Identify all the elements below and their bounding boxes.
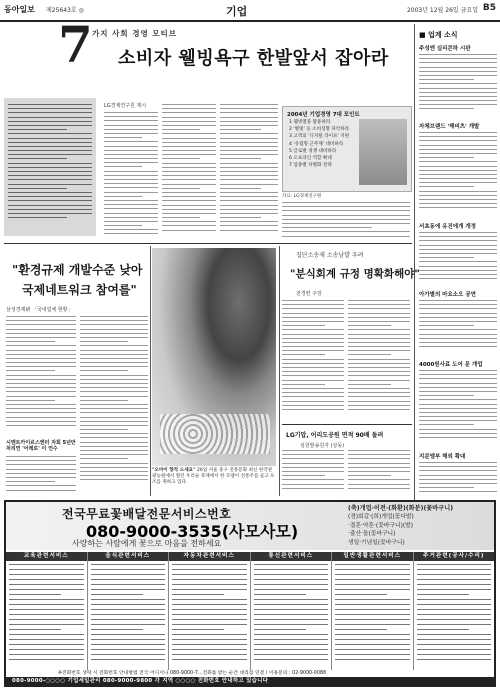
section-divider bbox=[4, 243, 412, 244]
infographic-title: 2004년 기업경영 7대 포인트 bbox=[287, 112, 360, 118]
newspaper-logo: 동아일보 bbox=[4, 5, 35, 14]
right-story-byline: 전경련 주장 bbox=[296, 291, 322, 297]
infographic-image bbox=[359, 119, 407, 185]
ad-notice: ※전화번호 생략 시 전화번호 안내방법 전국 어디서나 080-9000-7...전화를 받는 순간 대리점 연결 / 이용문의 : 02-9000-0088 bbox=[58, 671, 327, 676]
left-story-body-col1 bbox=[6, 316, 76, 436]
left-story-headline-1: "환경규제 개발수준 낮아 bbox=[12, 263, 143, 277]
photo-caption-title: "오마이 향작 드세요" bbox=[152, 468, 196, 473]
directory-column bbox=[6, 552, 88, 670]
lead-summary-box bbox=[4, 98, 96, 236]
column-divider bbox=[279, 246, 280, 496]
issue-number: 제25643호 ◎ bbox=[46, 7, 84, 14]
brief-headline: 지분엠부 해외 확대 bbox=[419, 454, 466, 460]
ad-phone-number: 080-9000-3535(사모사모) bbox=[86, 522, 299, 541]
ad-services-list bbox=[348, 505, 488, 547]
lead-headline: 소비자 웰빙욕구 한발앞서 잡아라 bbox=[118, 48, 389, 69]
infographic-item: 7 업종별 차별화 전략 bbox=[289, 163, 332, 169]
brief-headline: 아가별의 마요소오 공연 bbox=[419, 292, 476, 298]
column-divider bbox=[150, 246, 151, 496]
news-briefs-sidebar bbox=[414, 24, 500, 564]
ad-slogan: 사랑하는 사람에게 꽃으로 마음을 전하세요 bbox=[72, 539, 222, 548]
lead-body-col4 bbox=[282, 202, 410, 240]
lead-kicker: 가지 사회 경영 모티브 bbox=[92, 29, 178, 38]
right-story-kicker: 집단소송제 소송남발 우려 bbox=[296, 252, 364, 259]
brief-headline: 서초동에 유진에개 개정 bbox=[419, 224, 476, 230]
ad-service-item: ·출산·돌(꽃바구니) bbox=[348, 531, 396, 538]
directory-column-header: 자동차관련서비스 bbox=[169, 552, 250, 561]
directory-column-header: 교육관련서비스 bbox=[6, 552, 87, 561]
infographic-item: 1 웰빙열풍 활용하라 bbox=[289, 120, 331, 125]
left-story-body-col2 bbox=[80, 316, 148, 494]
directory-column-header: 일반생활관련서비스 bbox=[332, 552, 413, 561]
infographic-item: 2 '별빛' 등 소비성향 파악하라 bbox=[289, 127, 350, 133]
right-story-body-col4 bbox=[348, 450, 410, 496]
lead-body-col3 bbox=[220, 104, 278, 240]
right-story-body-col1 bbox=[282, 300, 344, 420]
infographic-box bbox=[282, 106, 412, 192]
lead-body-col1 bbox=[104, 112, 158, 240]
directory-column-header: 주거관련(공사/수리) bbox=[414, 552, 495, 561]
brief-headline: 4000원사료 도어 문 개업 bbox=[419, 362, 483, 368]
sidebar-title: ■ 업계 소식 bbox=[419, 31, 458, 39]
ad-directory bbox=[6, 552, 494, 670]
ad-title: 전국무료꽃배달전문서비스번호 bbox=[62, 507, 232, 521]
directory-column bbox=[88, 552, 170, 670]
right-story-subhead: LG기압, 어리도공원 면적 90배 돌려 bbox=[286, 432, 384, 439]
ad-service-item: (경)회갑·(희)개업(꽃다발) bbox=[348, 514, 414, 521]
lead-body-col2 bbox=[162, 104, 216, 240]
issue-date: 2003년 12월 26일 금요일 bbox=[406, 7, 478, 14]
left-story-subhead: 시멘트카이르스엔터 자회 5년만 처리연 '어레로' 이 언수 bbox=[6, 440, 76, 452]
infographic-item: 5 글로벌 경쟁 대비하라 bbox=[289, 148, 337, 154]
brief-headline: 주성엔 실리콘하 시판 bbox=[419, 46, 471, 52]
lead-byline: LG경제연구원 제시 bbox=[104, 103, 147, 109]
right-story-body-col3 bbox=[282, 450, 344, 496]
ad-service-item: 생일·기념일(꽃바구니) bbox=[348, 539, 405, 546]
infographic-item: 4 '유럽형 근무제' 대비하라 bbox=[289, 141, 344, 147]
right-story-divider bbox=[282, 424, 412, 425]
left-story-headline-2: 국제네트워크 참여를" bbox=[22, 283, 137, 297]
right-story-headline: "분식회계 규정 명확화해야" bbox=[290, 268, 420, 280]
right-story-body-col2 bbox=[348, 300, 410, 420]
infographic-caption: 자료: LG경제연구원 bbox=[282, 194, 322, 199]
left-story-byline: 삼성경제硏 「국내업체 현황」 bbox=[6, 307, 73, 313]
infographic-item: 6 오프라인 역할 확대 bbox=[289, 156, 332, 162]
photo-detail bbox=[160, 414, 270, 454]
infographic-list bbox=[289, 119, 349, 169]
left-story-body-col3 bbox=[6, 456, 76, 496]
directory-column-header: 음식관련서비스 bbox=[88, 552, 169, 561]
flower-delivery-ad bbox=[4, 500, 496, 687]
directory-column bbox=[169, 552, 251, 670]
photo-caption bbox=[152, 468, 276, 486]
page-number: B5 bbox=[482, 3, 496, 13]
lead-number: 7 bbox=[58, 15, 93, 74]
infographic-item: 3 고객의 '디지털 라이프' 지원 bbox=[289, 134, 350, 140]
ad-service-item: (축)개업·이전·(화환)(화분)(꽃바구니) bbox=[348, 505, 454, 512]
directory-column bbox=[332, 552, 414, 670]
directory-column-header: 통신관련서비스 bbox=[251, 552, 332, 561]
ad-bottom-bar: 080-9000-○○○○ 기업세일관리 080-9000-9800 각 지역 ○○○○ 전화번호 안내하고 있습니다 bbox=[6, 677, 494, 685]
brief-headline: 자체브랜드 '해비츠' 개발 bbox=[419, 124, 480, 130]
photo-caption-text: 26일 서울 중구 전통문화 최신 한국관광농원에서 열린 우리술 축제에서 한 모델이 전통주를 들고 포즈를 취하고 있다. bbox=[152, 468, 275, 485]
ad-service-item: ·결혼·약혼·(꽃바구니)(발) bbox=[348, 522, 413, 529]
feature-photo bbox=[152, 248, 276, 466]
directory-column bbox=[251, 552, 333, 670]
section-title: 기업 bbox=[226, 5, 248, 18]
right-story-sub-byline: 심원발송원자 (상동) bbox=[300, 443, 345, 449]
directory-column bbox=[414, 552, 495, 670]
